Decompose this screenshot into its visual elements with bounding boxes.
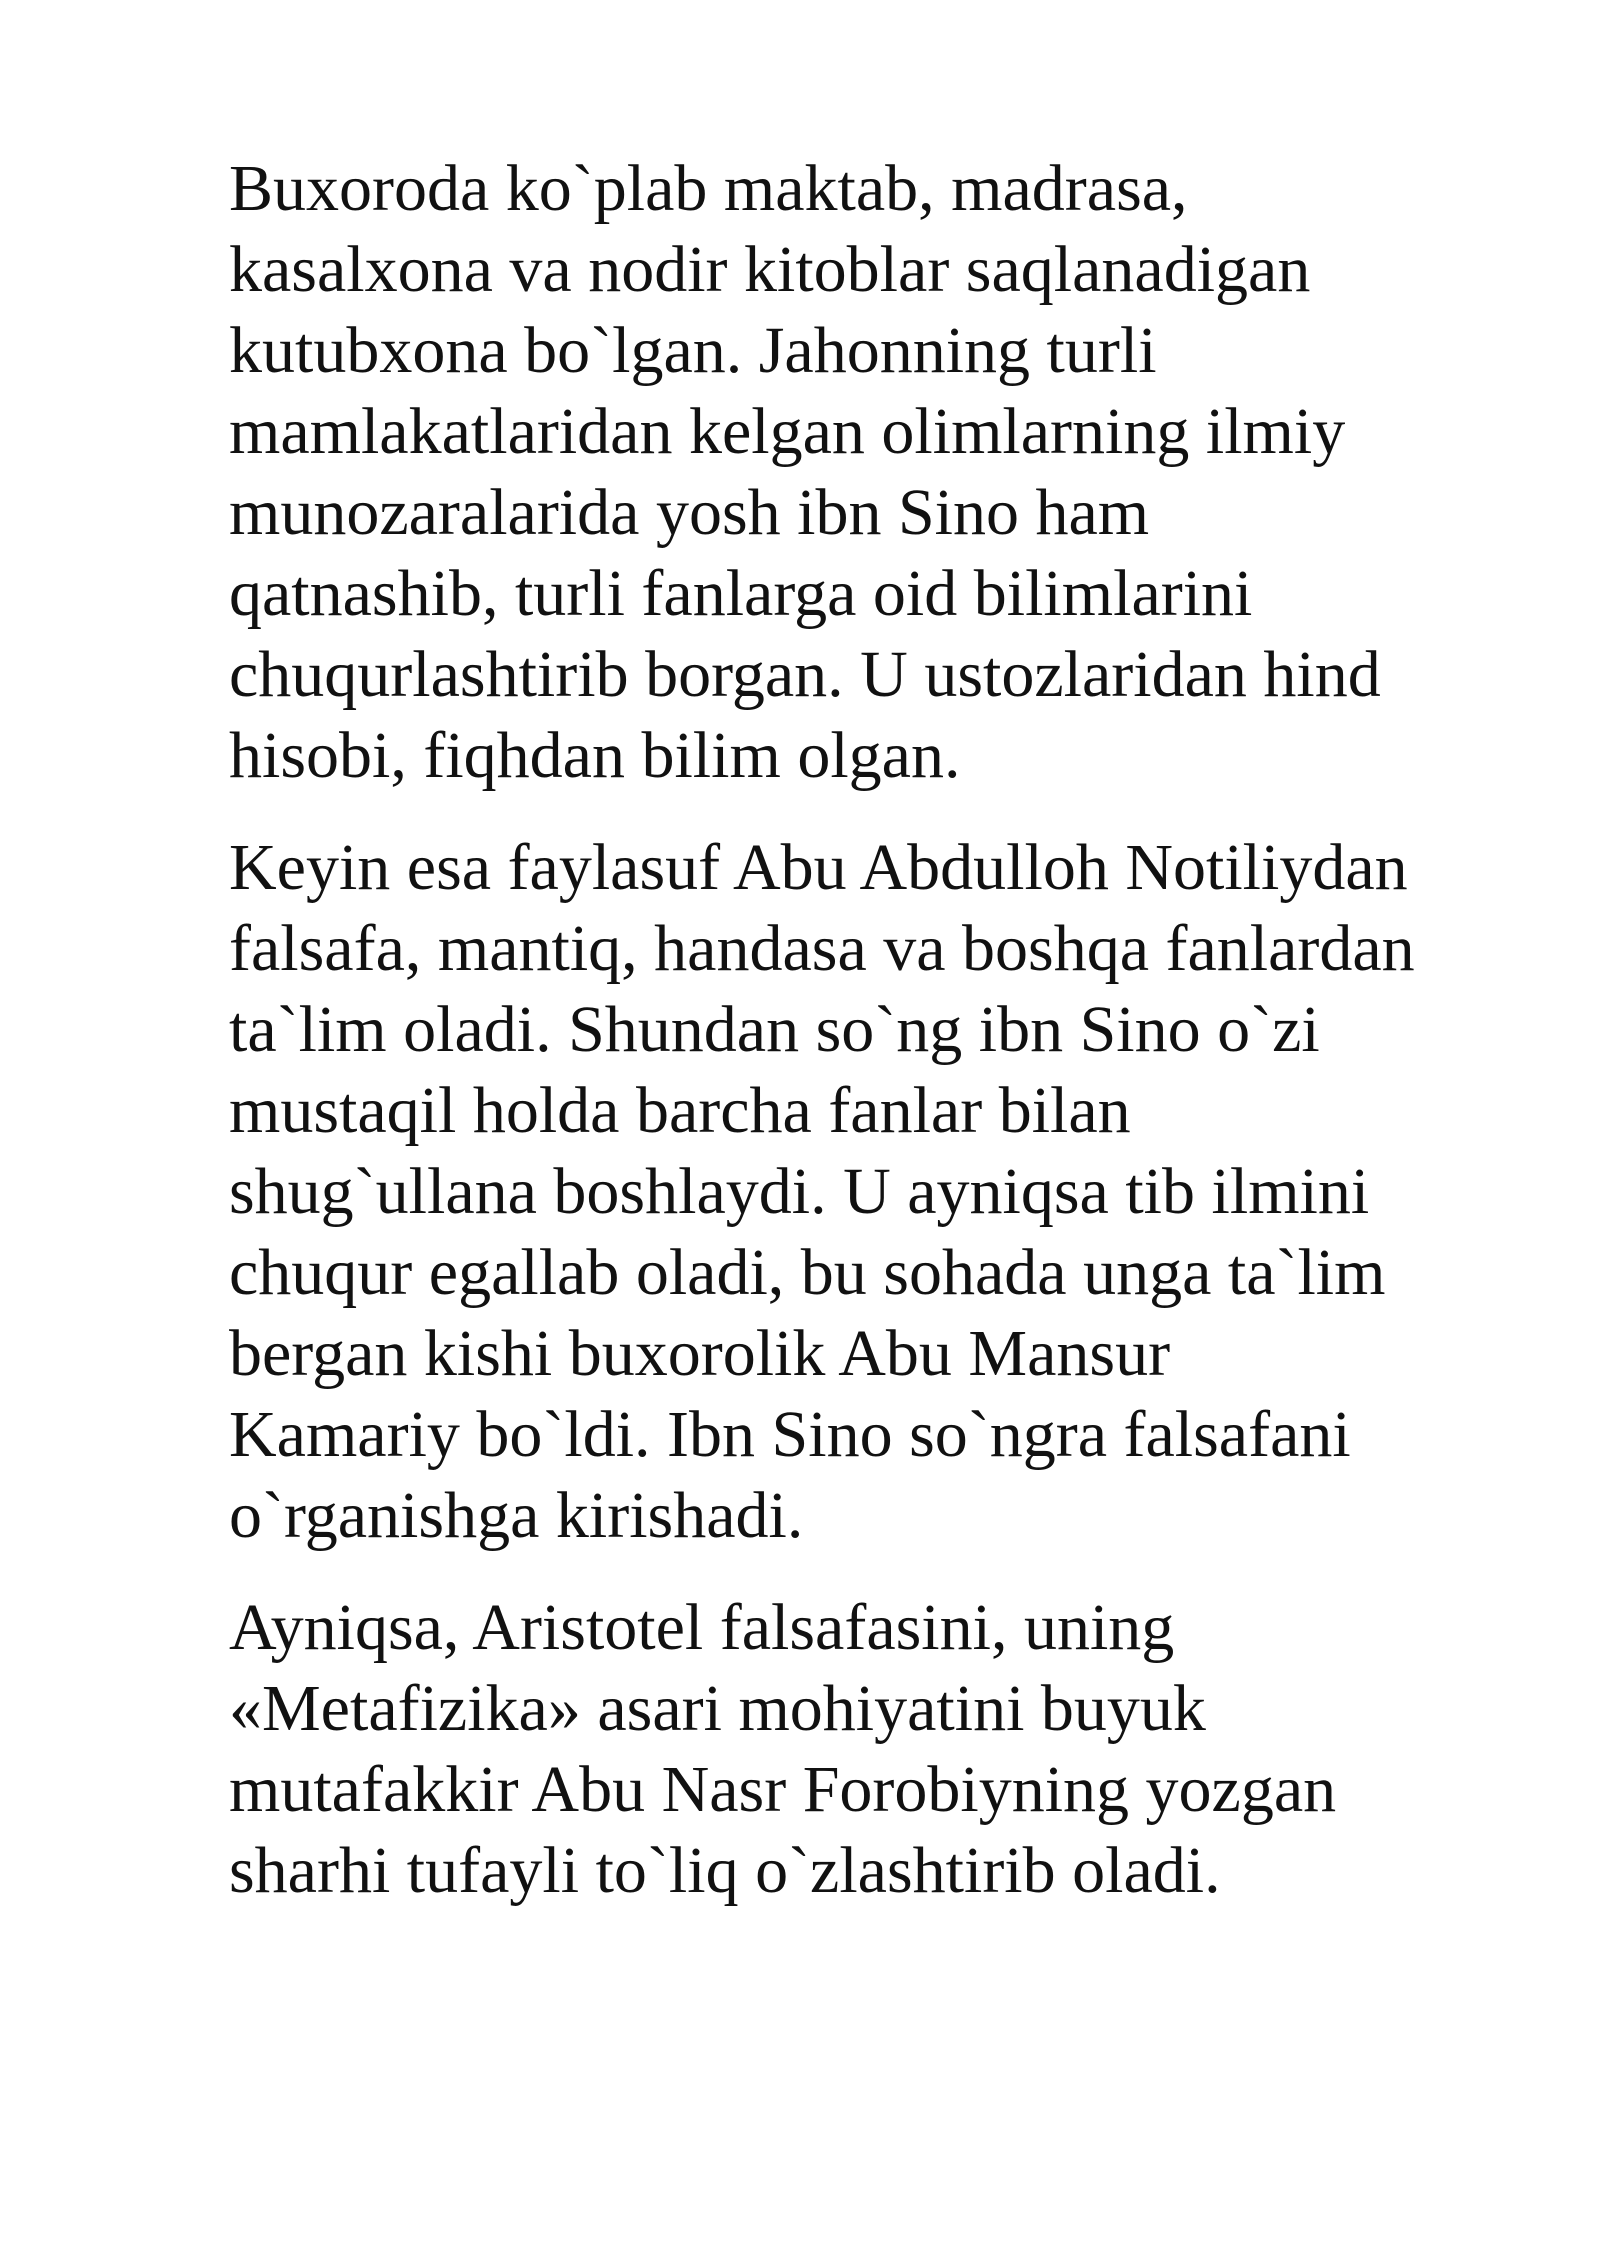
text-line: bergan kishi buxorolik Abu Mansur: [229, 1317, 1171, 1390]
text-line: falsafa, mantiq, handasa va boshqa fanlardan: [229, 912, 1415, 985]
text-line: Buxoroda ko`plab maktab, madrasa,: [229, 152, 1188, 225]
text-line: kasalxona va nodir kitoblar saqlanadigan: [229, 233, 1311, 306]
text-line: chuqur egallab oladi, bu sohada unga ta`lim: [229, 1236, 1386, 1309]
text-line: hisobi, fiqhdan bilim olgan.: [229, 719, 961, 792]
paragraph-2: [229, 827, 1529, 1556]
text-line: «Metafizika» asari mohiyatini buyuk: [229, 1672, 1206, 1745]
text-line: sharhi tufayli to`liq o`zlashtirib oladi.: [229, 1834, 1221, 1907]
text-line: qatnashib, turli fanlarga oid bilimlarini: [229, 557, 1253, 630]
text-line: chuqurlashtirib borgan. U ustozlaridan hind: [229, 638, 1381, 711]
document-body: [229, 148, 1529, 1942]
text-line: Ayniqsa, Aristotel falsafasini, uning: [229, 1591, 1175, 1664]
paragraph-3: [229, 1587, 1529, 1911]
text-line: ta`lim oladi. Shundan so`ng ibn Sino o`zi: [229, 993, 1320, 1066]
text-line: shug`ullana boshlaydi. U ayniqsa tib ilmini: [229, 1155, 1370, 1228]
text-line: kutubxona bo`lgan. Jahonning turli: [229, 314, 1157, 387]
text-line: mustaqil holda barcha fanlar bilan: [229, 1074, 1131, 1147]
text-line: Kamariy bo`ldi. Ibn Sino so`ngra falsafani: [229, 1398, 1351, 1471]
text-line: o`rganishga kirishadi.: [229, 1479, 804, 1552]
text-line: Keyin esa faylasuf Abu Abdulloh Notiliydan: [229, 831, 1408, 904]
paragraph-1: [229, 148, 1529, 796]
text-line: mamlakatlaridan kelgan olimlarning ilmiy: [229, 395, 1346, 468]
text-line: mutafakkir Abu Nasr Forobiyning yozgan: [229, 1753, 1337, 1826]
text-line: munozaralarida yosh ibn Sino ham: [229, 476, 1150, 549]
